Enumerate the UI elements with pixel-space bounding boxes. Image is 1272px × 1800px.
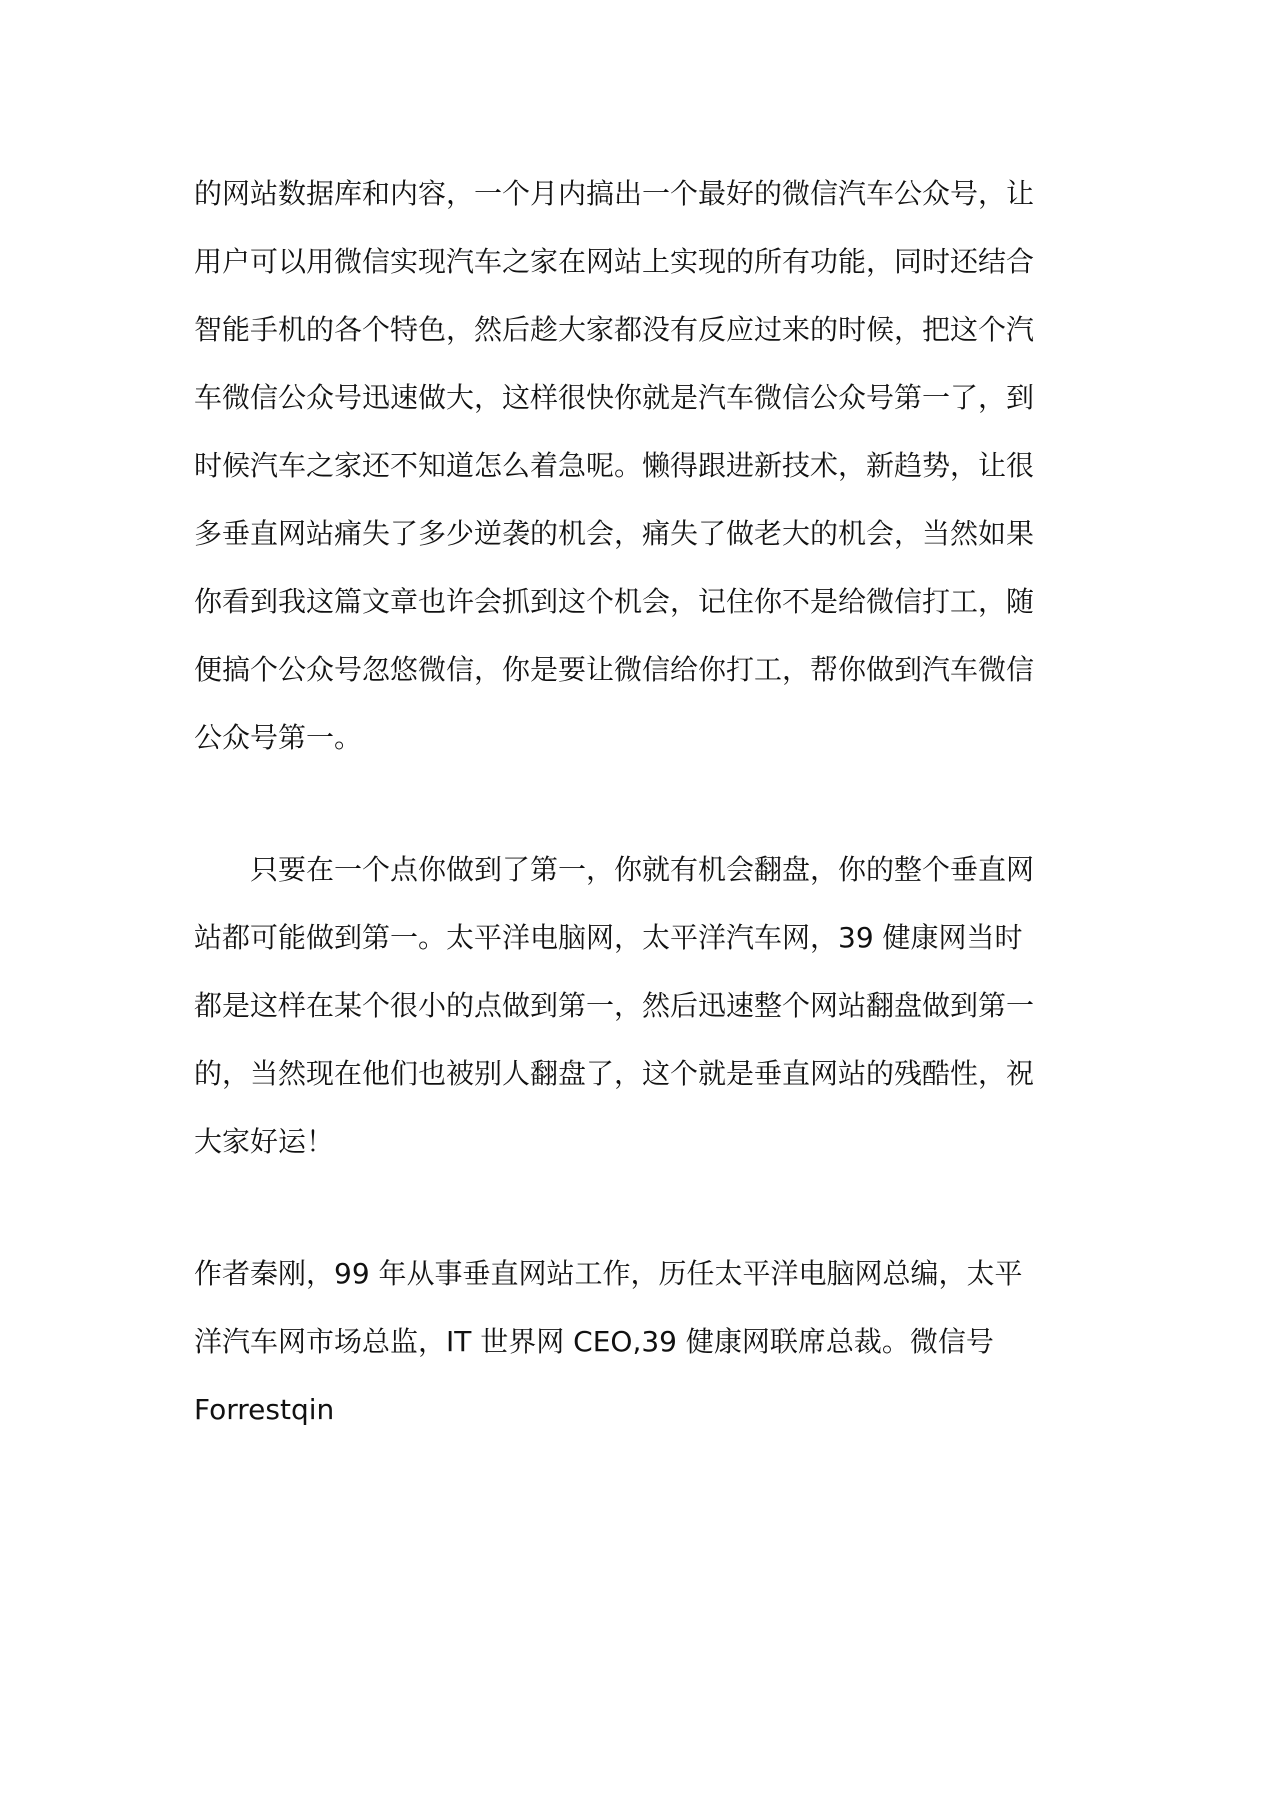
paragraph-1-line: 用户可以用微信实现汽车之家在网站上实现的所有功能，同时还结合 [194, 245, 1035, 278]
paragraph-2-line: 都是这样在某个很小的点做到第一，然后迅速整个网站翻盘做到第一 [194, 989, 1035, 1022]
paragraph-1-line: 智能手机的各个特色，然后趁大家都没有反应过来的时候，把这个汽 [194, 313, 1035, 346]
author-bio-line: 洋汽车网市场总监，IT 世界网 CEO,39 健康网联席总裁。微信号 [194, 1325, 994, 1358]
paragraph-2-line: 站都可能做到第一。太平洋电脑网，太平洋汽车网，39 健康网当时 [194, 921, 1023, 954]
document-body [194, 160, 1082, 1444]
paragraph-2-line: 只要在一个点你做到了第一，你就有机会翻盘，你的整个垂直网 [250, 853, 1035, 886]
paragraph-1 [194, 160, 1082, 772]
author-bio-line: 作者秦刚，99 年从事垂直网站工作，历任太平洋电脑网总编，太平 [194, 1257, 1023, 1290]
paragraph-2-line: 大家好运！ [194, 1125, 335, 1158]
paragraph-1-line: 时候汽车之家还不知道怎么着急呢。懒得跟进新技术，新趋势，让很 [194, 449, 1035, 482]
paragraph-spacer [194, 772, 1082, 836]
paragraph-1-line: 你看到我这篇文章也许会抓到这个机会，记住你不是给微信打工，随 [194, 585, 1035, 618]
paragraph-2 [194, 836, 1082, 1176]
paragraph-spacer [194, 1176, 1082, 1240]
paragraph-1-line: 公众号第一。 [194, 721, 363, 754]
paragraph-2-line: 的，当然现在他们也被别人翻盘了，这个就是垂直网站的残酷性，祝 [194, 1057, 1035, 1090]
author-bio [194, 1240, 1082, 1444]
paragraph-1-line: 的网站数据库和内容，一个月内搞出一个最好的微信汽车公众号，让 [194, 177, 1035, 210]
author-wechat-id: Forrestqin [194, 1393, 335, 1426]
paragraph-1-line: 便搞个公众号忽悠微信，你是要让微信给你打工，帮你做到汽车微信 [194, 653, 1035, 686]
paragraph-1-line: 车微信公众号迅速做大，这样很快你就是汽车微信公众号第一了，到 [194, 381, 1035, 414]
paragraph-1-line: 多垂直网站痛失了多少逆袭的机会，痛失了做老大的机会，当然如果 [194, 517, 1035, 550]
